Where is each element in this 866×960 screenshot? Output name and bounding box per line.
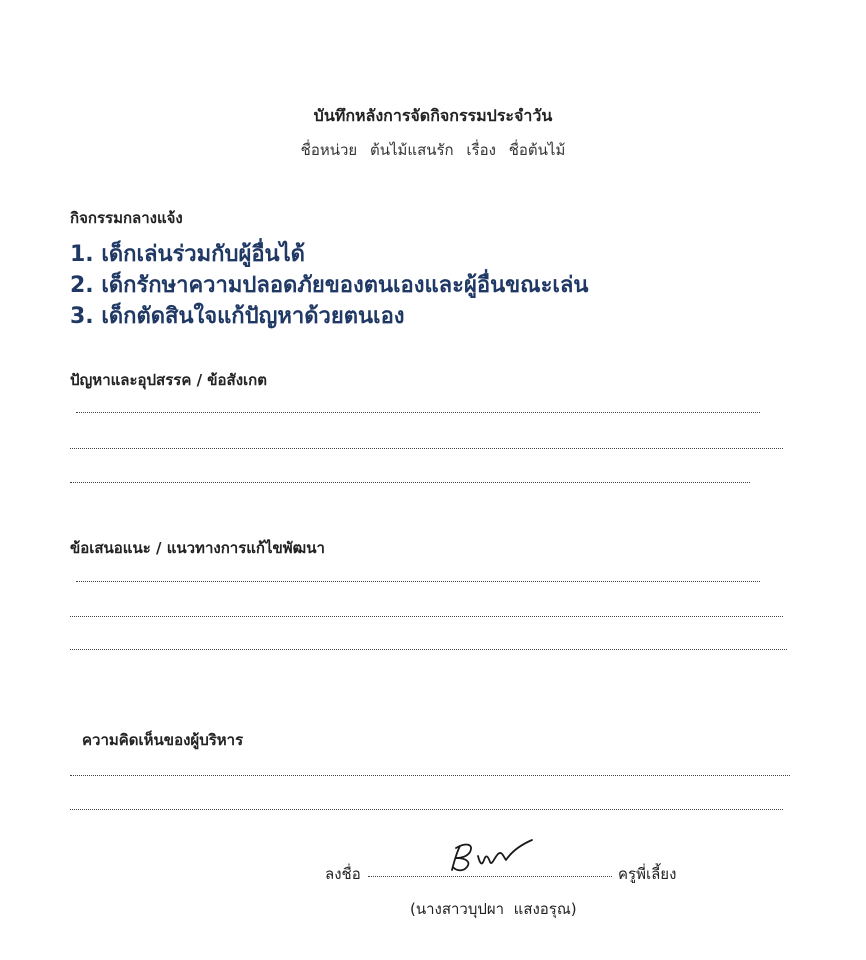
topic-label: เรื่อง [466, 141, 496, 159]
page-title: บันทึกหลังการจัดกิจกรรมประจำวัน [313, 106, 553, 125]
suggestions-line-3 [70, 649, 787, 650]
problems-line-2 [70, 448, 783, 449]
sign-label: ลงชื่อ [325, 865, 361, 883]
admin-line-1 [70, 775, 790, 776]
unit-info [0, 138, 866, 162]
problems-line-1 [76, 412, 760, 413]
problems-line-3 [70, 482, 750, 483]
goal-2: 2. เด็กรักษาความปลอดภัยของตนเองและผู้อื่นขณะเล่น [70, 273, 589, 298]
signer-name: (นางสาวบุปผา แสงอรุณ) [410, 900, 577, 918]
admin-heading: ความคิดเห็นของผู้บริหาร [82, 731, 244, 749]
topic-name: ชื่อต้นไม้ [508, 141, 566, 159]
suggestions-line-2 [70, 616, 783, 617]
suggestions-heading: ข้อเสนอแนะ / แนวทางการแก้ไขพัฒนา [70, 539, 325, 557]
unit-label: ชื่อหน่วย [300, 141, 358, 159]
unit-name: ต้นไม้แสนรัก [369, 141, 454, 159]
suggestions-line-1 [76, 581, 760, 582]
signature-line [368, 876, 612, 877]
goal-1: 1. เด็กเล่นร่วมกับผู้อื่นได้ [70, 242, 305, 267]
handwritten-signature [448, 836, 540, 876]
admin-line-2 [70, 809, 783, 810]
problems-heading: ปัญหาและอุปสรรค / ข้อสังเกต [70, 371, 267, 389]
goal-3: 3. เด็กตัดสินใจแก้ปัญหาด้วยตนเอง [70, 304, 405, 329]
signer-role: ครูพี่เลี้ยง [618, 865, 677, 883]
activity-heading: กิจกรรมกลางแจ้ง [70, 209, 183, 227]
